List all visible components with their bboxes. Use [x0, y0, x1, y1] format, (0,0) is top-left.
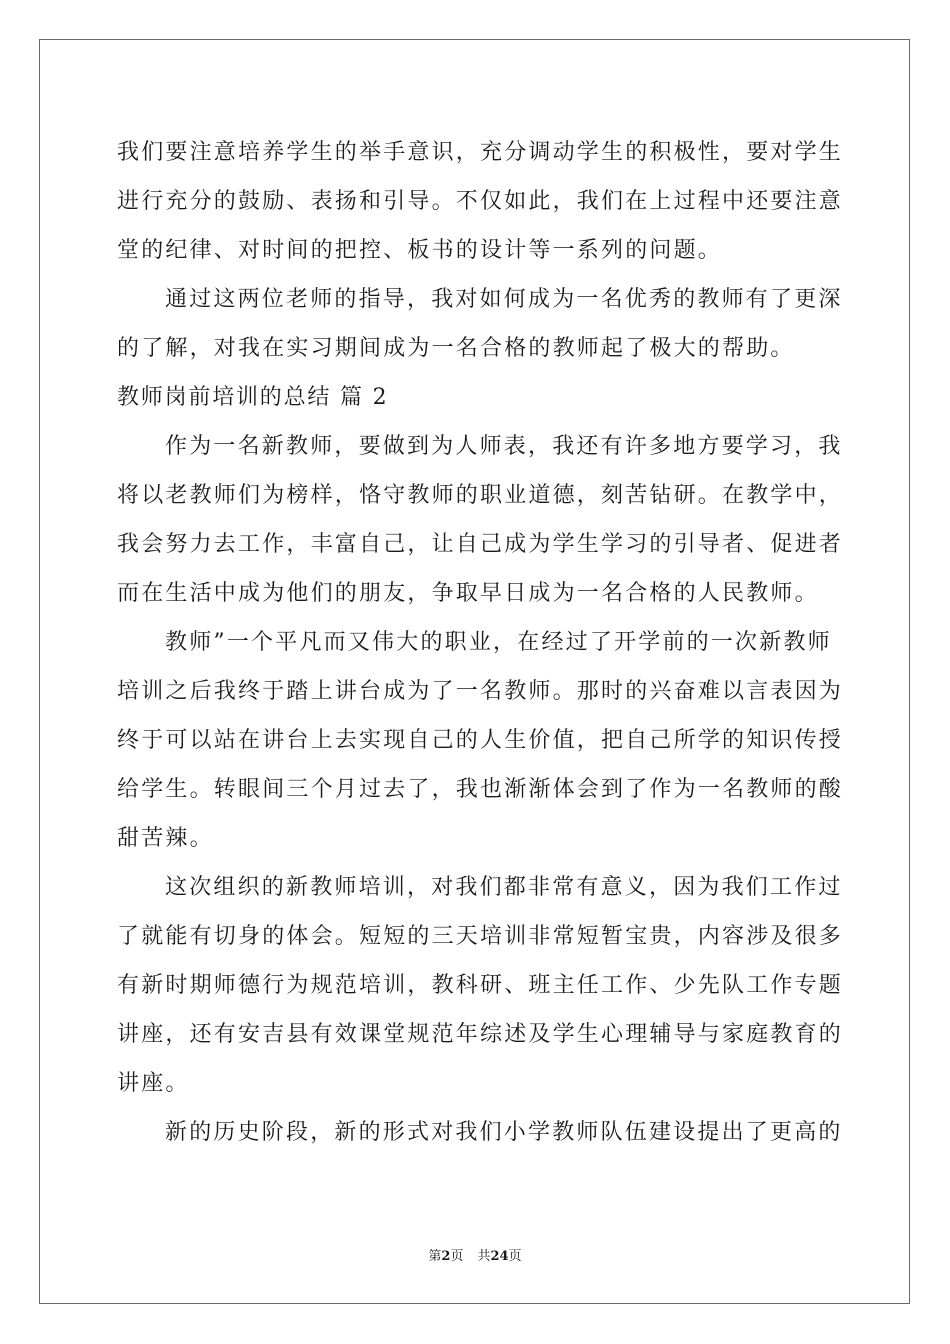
section-heading: 教师岗前培训的总结 篇 2 [117, 385, 389, 410]
text-line: 有新时期师德行为规范培训，教科研、班主任工作、少先队工作专题 [117, 973, 844, 998]
page-number: 2 [441, 1249, 451, 1264]
text-line: 我们要注意培养学生的举手意识，充分调动学生的积极性，要对学生 [117, 140, 844, 165]
page-footer [0, 1245, 950, 1264]
text-line: 讲座，还有安吉县有效课堂规范年综述及学生心理辅导与家庭教育的 [117, 1022, 844, 1047]
page-prefix: 第 [428, 1249, 442, 1264]
text-line: 将以老教师们为榜样，恪守教师的职业道德，刻苦钻研。在教学中， [117, 483, 844, 508]
total-prefix: 共 [477, 1249, 491, 1264]
text-line: 终于可以站在讲台上去实现自己的人生价值，把自己所学的知识传授 [117, 728, 844, 753]
text-line: 我会努力去工作，丰富自己，让自己成为学生学习的引导者、促进者 [117, 532, 844, 557]
total-pages: 24 [490, 1249, 509, 1264]
text-line: 甜苦辣。 [117, 826, 214, 851]
document-body [117, 128, 844, 1157]
text-line: 这次组织的新教师培训，对我们都非常有意义，因为我们工作过 [165, 875, 843, 900]
text-line: 了就能有切身的体会。短短的三天培训非常短暂宝贵，内容涉及很多 [117, 924, 844, 949]
text-line: 的了解，对我在实习期间成为一名合格的教师起了极大的帮助。 [117, 336, 795, 361]
text-line: 培训之后我终于踏上讲台成为了一名教师。那时的兴奋难以言表因为 [117, 679, 844, 704]
text-line: 而在生活中成为他们的朋友，争取早日成为一名合格的人民教师。 [117, 581, 819, 606]
text-line: 堂的纪律、对时间的把控、板书的设计等一系列的问题。 [117, 238, 723, 263]
text-line: 教师”一个平凡而又伟大的职业，在经过了开学前的一次新教师 [165, 630, 832, 655]
text-line: 新的历史阶段，新的形式对我们小学教师队伍建设提出了更高的 [165, 1120, 843, 1145]
text-line: 给学生。转眼间三个月过去了，我也渐渐体会到了作为一名教师的酸 [117, 777, 844, 802]
text-line: 进行充分的鼓励、表扬和引导。不仅如此，我们在上过程中还要注意 [117, 189, 844, 214]
page-suffix: 页 [450, 1249, 464, 1264]
text-line: 讲座。 [117, 1071, 190, 1096]
total-suffix: 页 [508, 1249, 522, 1264]
text-line: 通过这两位老师的指导，我对如何成为一名优秀的教师有了更深 [165, 287, 843, 312]
text-line: 作为一名新教师，要做到为人师表，我还有许多地方要学习，我 [165, 434, 843, 459]
